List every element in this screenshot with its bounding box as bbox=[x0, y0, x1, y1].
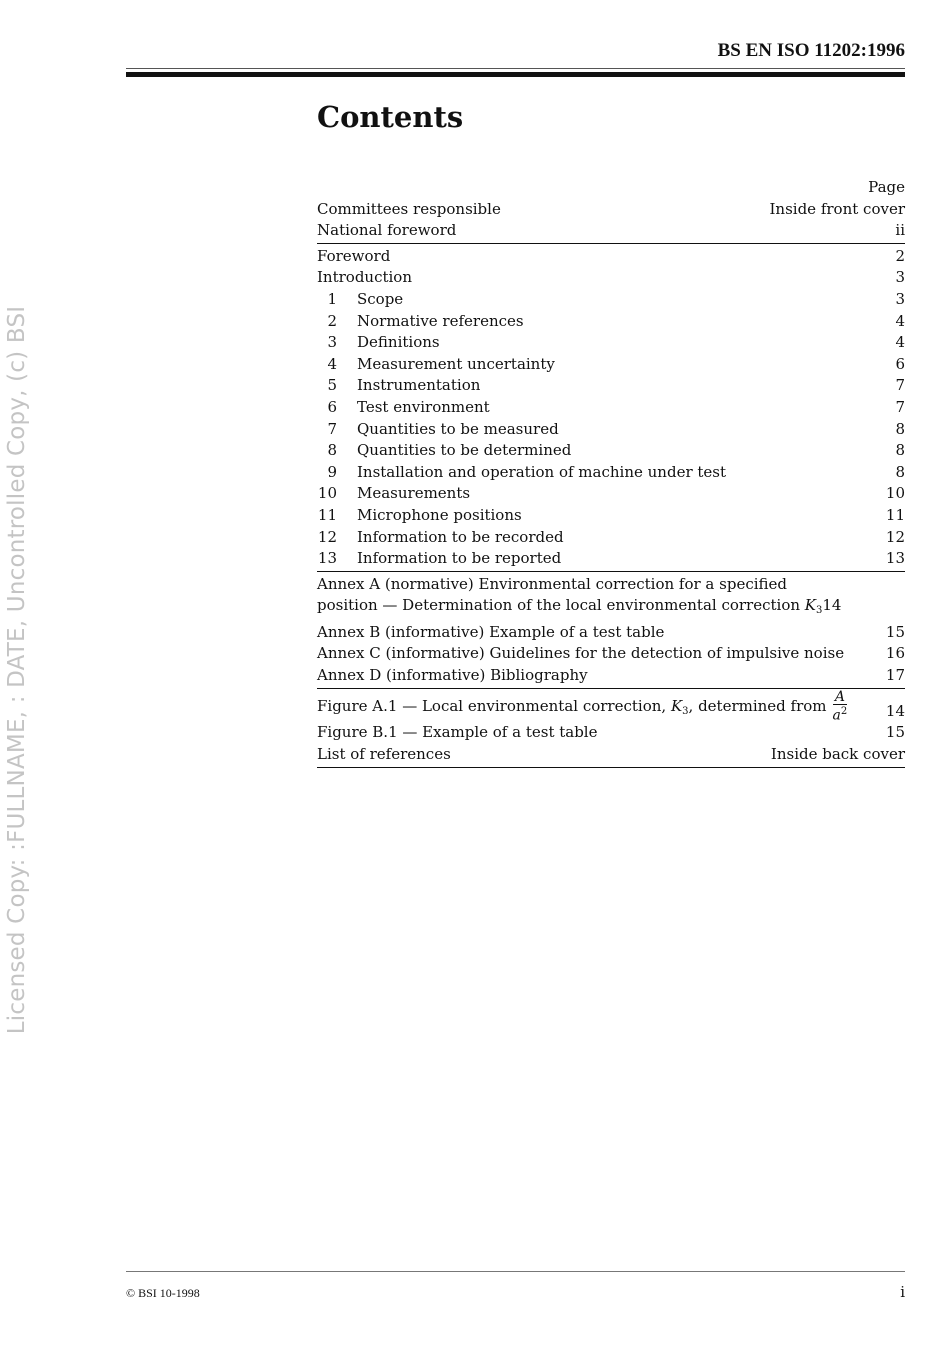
toc-clause[interactable] bbox=[317, 419, 905, 441]
figure-a1-label: Figure A.1 — Local environmental correction, $K_3$, determined from $\frac{A}{a^2}$ bbox=[317, 688, 848, 724]
toc-clause[interactable] bbox=[317, 527, 905, 549]
toc-entry-page: ii bbox=[895, 221, 905, 240]
toc-entry[interactable] bbox=[317, 199, 905, 221]
toc-entry-label: National foreword bbox=[317, 221, 457, 240]
toc-entry[interactable] bbox=[317, 744, 905, 766]
toc-figure-a1[interactable] bbox=[317, 688, 905, 724]
clause-page: 11 bbox=[885, 505, 905, 524]
fraction-a-over-a2: $\frac{A}{a^2}$ bbox=[832, 688, 848, 724]
clause-page: 8 bbox=[895, 441, 905, 460]
clause-label: Information to be recorded bbox=[357, 527, 564, 546]
toc-page-header bbox=[317, 177, 905, 199]
toc-entry-page: 15 bbox=[885, 723, 905, 742]
section-divider bbox=[317, 243, 905, 244]
toc-entry[interactable] bbox=[317, 220, 905, 242]
clause-page: 4 bbox=[895, 333, 905, 352]
toc-entry-label: Figure B.1 — Example of a test table bbox=[317, 723, 598, 742]
toc-clause[interactable] bbox=[317, 483, 905, 505]
figure-a1-page: 14 bbox=[885, 701, 905, 720]
section-divider bbox=[317, 767, 905, 768]
standard-code: BS EN ISO 11202:1996 bbox=[717, 40, 905, 61]
clause-label: Microphone positions bbox=[357, 505, 522, 524]
table-of-contents bbox=[317, 177, 905, 770]
toc-entry-page: 17 bbox=[885, 666, 905, 685]
toc-entry-label: Committees responsible bbox=[317, 199, 501, 218]
clause-label: Quantities to be measured bbox=[357, 419, 559, 438]
toc-entry[interactable] bbox=[317, 722, 905, 744]
clause-label: Definitions bbox=[357, 333, 440, 352]
toc-entry[interactable] bbox=[317, 622, 905, 644]
page-column-header: Page bbox=[868, 178, 905, 196]
toc-entry-page: 15 bbox=[885, 622, 905, 641]
clause-label: Measurement uncertainty bbox=[357, 354, 555, 373]
clause-number: 8 bbox=[327, 441, 337, 460]
clause-number: 9 bbox=[327, 462, 337, 481]
clause-number: 7 bbox=[327, 419, 337, 438]
clause-page: 13 bbox=[885, 549, 905, 568]
toc-clause[interactable] bbox=[317, 311, 905, 333]
clause-label: Normative references bbox=[357, 311, 524, 330]
annex-a-line2: position — Determination of the local environmental correction $K_314$ bbox=[317, 596, 842, 617]
toc-entry-label: Introduction bbox=[317, 268, 412, 287]
toc-clause[interactable] bbox=[317, 354, 905, 376]
toc-entry-label: Annex D (informative) Bibliography bbox=[317, 666, 588, 685]
footer-page-number: i bbox=[900, 1283, 905, 1301]
annex-a-line1: Annex A (normative) Environmental correction for a specified bbox=[317, 574, 788, 593]
toc-entry-label: List of references bbox=[317, 744, 451, 763]
toc-annex-a[interactable] bbox=[317, 574, 905, 622]
clause-number: 11 bbox=[317, 505, 337, 524]
clause-label: Quantities to be determined bbox=[357, 441, 572, 460]
clause-page: 7 bbox=[895, 397, 905, 416]
toc-clause[interactable] bbox=[317, 440, 905, 462]
clause-number: 4 bbox=[327, 354, 337, 373]
header-rule-thin bbox=[126, 68, 905, 69]
toc-entry-page: Inside front cover bbox=[769, 199, 905, 218]
clause-label: Scope bbox=[357, 289, 404, 308]
clause-page: 12 bbox=[885, 527, 905, 546]
clause-page: 3 bbox=[895, 289, 905, 308]
clause-page: 4 bbox=[895, 311, 905, 330]
section-divider bbox=[317, 688, 905, 689]
clause-number: 13 bbox=[317, 549, 337, 568]
symbol-k: K bbox=[804, 596, 817, 615]
footer-rule bbox=[126, 1271, 905, 1272]
clause-number: 2 bbox=[327, 311, 337, 330]
toc-entry[interactable] bbox=[317, 267, 905, 289]
section-divider bbox=[317, 571, 905, 572]
clause-label: Information to be reported bbox=[357, 549, 562, 568]
toc-clause[interactable] bbox=[317, 505, 905, 527]
clause-page: 6 bbox=[895, 354, 905, 373]
toc-entry-page: Inside back cover bbox=[770, 744, 905, 763]
annex-a-page: 14 bbox=[822, 596, 842, 615]
clause-number: 6 bbox=[327, 397, 337, 416]
header-rule-thick bbox=[126, 72, 905, 77]
toc-clause[interactable] bbox=[317, 375, 905, 397]
clause-label: Measurements bbox=[357, 484, 471, 503]
clause-page: 7 bbox=[895, 376, 905, 395]
clause-label: Test environment bbox=[357, 397, 490, 416]
license-watermark: Licensed Copy: :FULLNAME, : DATE, Uncontrolled Copy, (c) BSI bbox=[4, 305, 30, 1035]
toc-clause[interactable] bbox=[317, 289, 905, 311]
toc-entry-page: 3 bbox=[895, 268, 905, 287]
clause-label: Installation and operation of machine under test bbox=[357, 462, 727, 481]
toc-entry[interactable] bbox=[317, 246, 905, 268]
clause-number: 10 bbox=[317, 484, 337, 503]
toc-entry-label: Annex B (informative) Example of a test table bbox=[317, 622, 665, 641]
toc-entry-label: Annex C (informative) Guidelines for the detection of impulsive noise bbox=[317, 644, 845, 663]
toc-clause[interactable] bbox=[317, 332, 905, 354]
clause-page: 8 bbox=[895, 419, 905, 438]
toc-clause[interactable] bbox=[317, 462, 905, 484]
toc-clause[interactable] bbox=[317, 548, 905, 570]
clause-label: Instrumentation bbox=[357, 376, 481, 395]
footer-copyright: © BSI 10-1998 bbox=[126, 1286, 200, 1300]
toc-entry[interactable] bbox=[317, 665, 905, 687]
clause-page: 10 bbox=[885, 484, 905, 503]
toc-entry-page: 2 bbox=[895, 246, 905, 265]
toc-entry-page: 16 bbox=[885, 644, 905, 663]
toc-clause[interactable] bbox=[317, 397, 905, 419]
page-title: Contents bbox=[317, 100, 464, 134]
toc-entry-label: Foreword bbox=[317, 246, 391, 265]
toc-entry[interactable] bbox=[317, 643, 905, 665]
clause-number: 3 bbox=[327, 333, 337, 352]
clause-page: 8 bbox=[895, 462, 905, 481]
clause-number: 12 bbox=[317, 527, 337, 546]
clause-number: 5 bbox=[327, 376, 337, 395]
clause-number: 1 bbox=[327, 289, 337, 308]
